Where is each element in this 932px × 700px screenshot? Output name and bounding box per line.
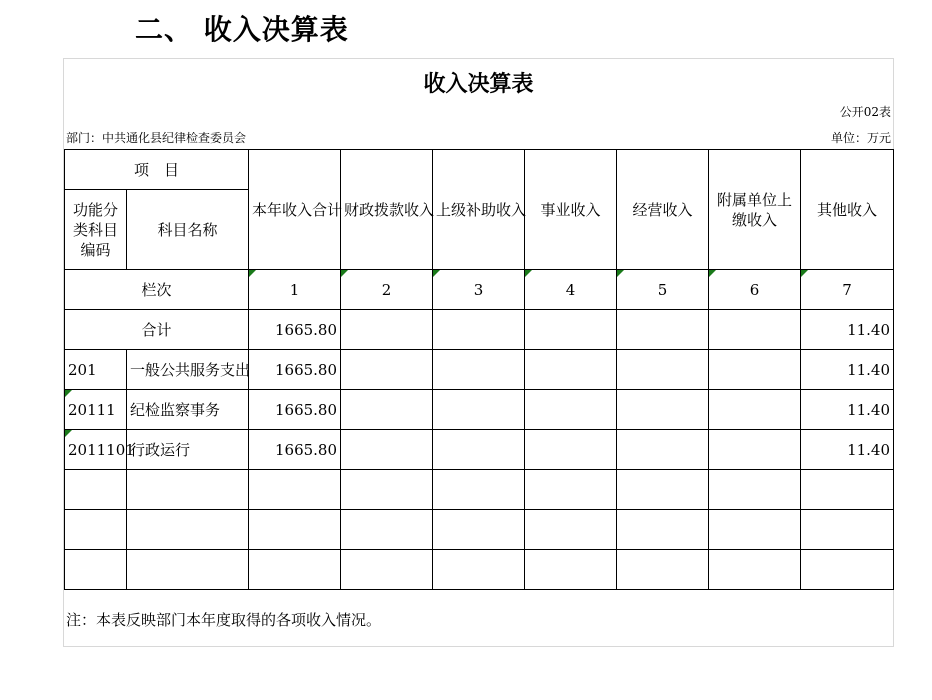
empty-cell: [709, 550, 801, 590]
empty-cell: [709, 350, 801, 390]
row-total: 1665.80: [249, 350, 341, 390]
empty-cell: [249, 510, 341, 550]
row-name: 一般公共服务支出: [127, 350, 249, 390]
empty-cell: [801, 510, 894, 550]
empty-cell: [249, 470, 341, 510]
header-fiscal-income: 财政拨款收入: [341, 150, 433, 270]
empty-cell: [433, 350, 525, 390]
empty-cell: [433, 430, 525, 470]
header-subject-name: 科目名称: [127, 190, 249, 270]
empty-cell: [525, 310, 617, 350]
empty-cell: [341, 390, 433, 430]
table-row: [65, 390, 894, 430]
empty-cell: [341, 470, 433, 510]
col-num-4: 4: [525, 270, 617, 310]
income-table-sheet: [63, 58, 894, 647]
row-name: 行政运行: [127, 430, 249, 470]
empty-cell: [127, 550, 249, 590]
header-upper-subsidy: 上级补助收入: [433, 150, 525, 270]
empty-cell: [709, 510, 801, 550]
col-num-3: 3: [433, 270, 525, 310]
total-income-value: 1665.80: [249, 310, 341, 350]
row-total: 1665.80: [249, 390, 341, 430]
row-name: 纪检监察事务: [127, 390, 249, 430]
empty-cell: [525, 350, 617, 390]
empty-cell: [617, 470, 709, 510]
empty-cell: [127, 510, 249, 550]
col-num-2: 2: [341, 270, 433, 310]
empty-cell: [65, 510, 127, 550]
row-other: 11.40: [801, 430, 894, 470]
empty-cell: [341, 310, 433, 350]
empty-cell: [433, 510, 525, 550]
empty-cell: [525, 510, 617, 550]
empty-cell: [65, 470, 127, 510]
row-code: 2011101: [65, 430, 127, 470]
table-note: 注：本表反映部门本年度取得的各项收入情况。: [66, 611, 382, 629]
empty-cell: [433, 550, 525, 590]
empty-cell: [617, 310, 709, 350]
row-total: 1665.80: [249, 430, 341, 470]
table-row: [65, 430, 894, 470]
row-code: 201: [65, 350, 127, 390]
empty-cell: [341, 550, 433, 590]
col-num-1: 1: [249, 270, 341, 310]
row-other: 11.40: [801, 390, 894, 430]
income-table: [64, 149, 894, 590]
col-num-6: 6: [709, 270, 801, 310]
table-title: 收入决算表: [423, 71, 534, 97]
empty-cell: [709, 310, 801, 350]
total-row: [65, 310, 894, 350]
department-label: 部门：中共通化县纪律检查委员会: [66, 131, 247, 145]
empty-cell: [617, 510, 709, 550]
empty-cell: [801, 470, 894, 510]
unit-label: 单位：万元: [830, 131, 891, 145]
page-heading: 二、 收入决算表: [135, 13, 349, 46]
empty-row: [65, 510, 894, 550]
header-operating-income: 经营收入: [617, 150, 709, 270]
header-affiliated-income: 附属单位上缴收入: [709, 150, 801, 270]
empty-cell: [433, 310, 525, 350]
empty-cell: [341, 510, 433, 550]
form-code: 公开02表: [839, 105, 891, 119]
empty-cell: [127, 470, 249, 510]
empty-cell: [617, 350, 709, 390]
header-business-income: 事业收入: [525, 150, 617, 270]
empty-cell: [525, 470, 617, 510]
empty-cell: [249, 550, 341, 590]
total-label: 合计: [65, 310, 249, 350]
empty-cell: [617, 390, 709, 430]
col-num-7: 7: [801, 270, 894, 310]
empty-cell: [525, 390, 617, 430]
header-other-income: 其他收入: [801, 150, 894, 270]
empty-cell: [525, 430, 617, 470]
empty-cell: [341, 350, 433, 390]
table-row: [65, 350, 894, 390]
row-code: 20111: [65, 390, 127, 430]
header-func-code: 功能分类科目编码: [65, 190, 127, 270]
empty-cell: [341, 430, 433, 470]
empty-cell: [617, 430, 709, 470]
empty-cell: [65, 550, 127, 590]
empty-cell: [709, 390, 801, 430]
empty-cell: [709, 470, 801, 510]
total-other-value: 11.40: [801, 310, 894, 350]
empty-cell: [433, 390, 525, 430]
row-other: 11.40: [801, 350, 894, 390]
empty-cell: [617, 550, 709, 590]
header-total-income: 本年收入合计: [249, 150, 341, 270]
empty-cell: [801, 550, 894, 590]
empty-cell: [709, 430, 801, 470]
empty-cell: [433, 470, 525, 510]
col-row-label: 栏次: [65, 270, 249, 310]
empty-cell: [525, 550, 617, 590]
empty-row: [65, 470, 894, 510]
header-item: 项 目: [65, 150, 249, 190]
empty-row: [65, 550, 894, 590]
col-num-5: 5: [617, 270, 709, 310]
